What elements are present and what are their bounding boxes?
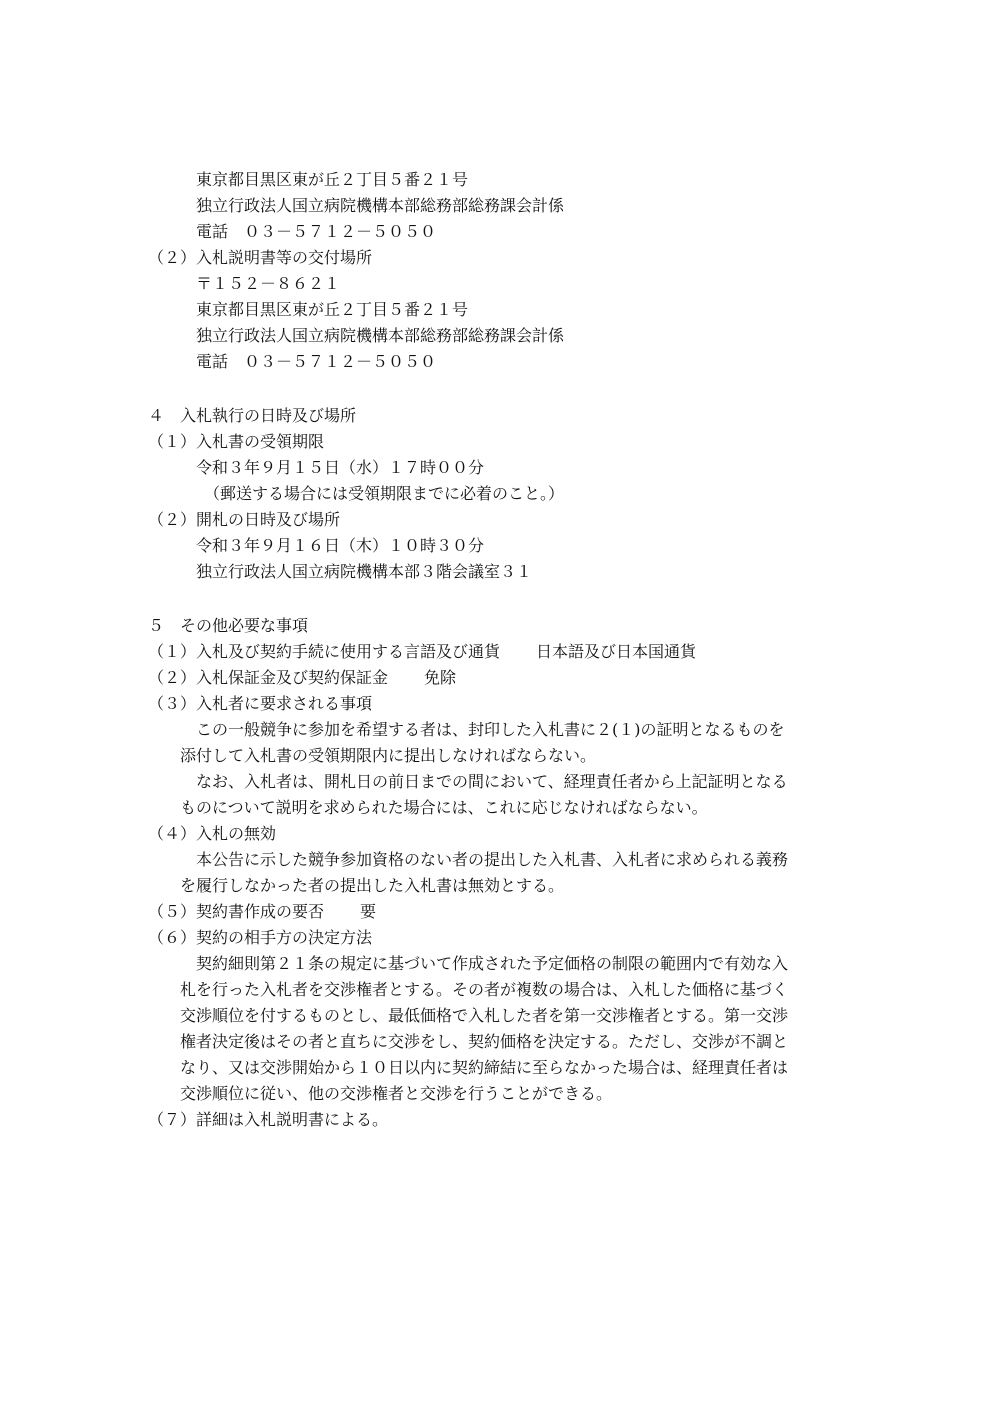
paragraph-line: 契約細則第２１条の規定に基づいて作成された予定価格の制限の範囲内で有効な入 bbox=[196, 954, 789, 973]
item-row bbox=[148, 899, 376, 925]
item-label: （６）契約の相手方の決定方法 bbox=[148, 928, 373, 947]
section-heading: ４ 入札執行の日時及び場所 bbox=[148, 406, 357, 425]
paragraph-line: ものについて説明を求められた場合には、これに応じなければならない。 bbox=[180, 798, 708, 817]
item-row bbox=[148, 665, 456, 691]
item-label: （１）入札書の受領期限 bbox=[148, 432, 325, 451]
paragraph-line: 添付して入札書の受領期限内に提出しなければならない。 bbox=[180, 746, 597, 765]
office-line: 独立行政法人国立病院機構本部総務部総務課会計係 bbox=[196, 196, 565, 215]
paragraph-line: を履行しなかった者の提出した入札書は無効とする。 bbox=[180, 876, 565, 895]
item-label: （１）入札及び契約手続に使用する言語及び通貨 bbox=[148, 642, 501, 661]
paragraph-line: なり、又は交渉開始から１０日以内に契約締結に至らなかった場合は、経理責任者は bbox=[180, 1058, 789, 1077]
office-line: 独立行政法人国立病院機構本部総務部総務課会計係 bbox=[196, 326, 565, 345]
item-value: 日本語及び日本国通貨 bbox=[536, 642, 697, 661]
item-label: （２）開札の日時及び場所 bbox=[148, 510, 341, 529]
postal-code: 〒１５２－８６２１ bbox=[196, 274, 341, 293]
paragraph-line: この一般競争に参加を希望する者は、封印した入札書に２(１)の証明となるものを bbox=[196, 720, 785, 739]
phone-line: 電話 ０３－５７１２－５０５０ bbox=[196, 352, 437, 371]
paragraph-line: 本公告に示した競争参加資格のない者の提出した入札書、入札者に求められる義務 bbox=[196, 850, 789, 869]
paragraph-line: なお、入札者は、開札日の前日までの間において、経理責任者から上記証明となる bbox=[196, 772, 788, 791]
item-label: （３）入札者に要求される事項 bbox=[148, 694, 373, 713]
item-value: 要 bbox=[360, 902, 377, 921]
paragraph-line: 権者決定後はその者と直ちに交渉をし、契約価格を決定する。ただし、交渉が不調と bbox=[180, 1032, 789, 1051]
item-value: 免除 bbox=[424, 668, 457, 687]
deadline-datetime: 令和３年９月１５日（水）１７時００分 bbox=[196, 458, 485, 477]
item-label: （２）入札保証金及び契約保証金 bbox=[148, 668, 389, 687]
address-line: 東京都目黒区東が丘２丁目５番２１号 bbox=[196, 170, 469, 189]
paragraph-line: 交渉順位を付するものとし、最低価格で入札した者を第一交渉権者とする。第一交渉 bbox=[180, 1006, 789, 1025]
opening-place: 独立行政法人国立病院機構本部３階会議室３１ bbox=[196, 562, 533, 581]
paragraph-line: 交渉順位に従い、他の交渉権者と交渉を行うことができる。 bbox=[180, 1084, 613, 1103]
item-label: （５）契約書作成の要否 bbox=[148, 902, 325, 921]
item-label: （７）詳細は入札説明書による。 bbox=[148, 1110, 389, 1129]
phone-line: 電話 ０３－５７１２－５０５０ bbox=[196, 222, 437, 241]
item-row bbox=[148, 639, 696, 665]
paragraph-line: 札を行った入札者を交渉権者とする。その者が複数の場合は、入札した価格に基づく bbox=[180, 980, 789, 999]
item-label: （４）入札の無効 bbox=[148, 824, 277, 843]
opening-datetime: 令和３年９月１６日（木）１０時３０分 bbox=[196, 536, 485, 555]
section-heading: ５ その他必要な事項 bbox=[148, 616, 309, 635]
mail-note: （郵送する場合には受領期限までに必着のこと。） bbox=[204, 484, 565, 503]
address-line: 東京都目黒区東が丘２丁目５番２１号 bbox=[196, 300, 469, 319]
item-label: （２）入札説明書等の交付場所 bbox=[148, 248, 373, 267]
